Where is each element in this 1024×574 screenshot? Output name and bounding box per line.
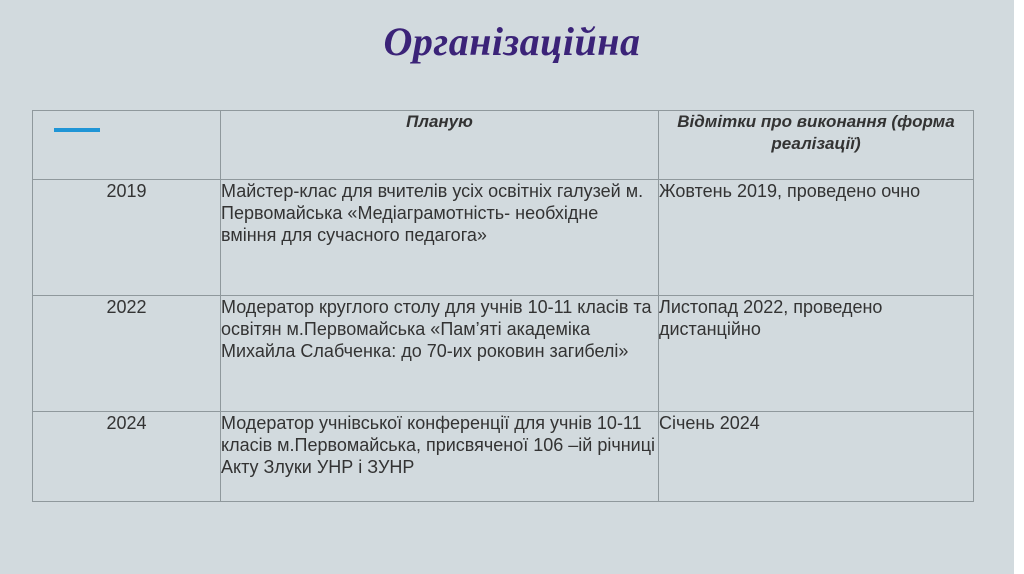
table-row: [33, 296, 974, 412]
header-mark: Відмітки про виконання (форма реалізації): [659, 111, 974, 180]
row-mark: Листопад 2022, проведено дистанційно: [659, 296, 974, 412]
row-plan: Майстер-клас для вчителів усіх освітніх галузей м. Первомайська «Медіаграмотність- необхідне вміння для сучасного педагога»: [221, 180, 659, 296]
row-plan: Модератор круглого столу для учнів 10-11 класів та освітян м.Первомайська «Пам’яті академіка Михайла Слабченка: до 70-их роковин загибелі»: [221, 296, 659, 412]
row-year: 2022: [33, 296, 221, 412]
table-row: [33, 412, 974, 502]
row-mark: Січень 2024: [659, 412, 974, 502]
table-header-row: [33, 111, 974, 180]
row-plan: Модератор учнівської конференції для учнів 10-11 класів м.Первомайська, присвяченої 106 –ій річниці Акту Злуки УНР і ЗУНР: [221, 412, 659, 502]
row-mark: Жовтень 2019, проведено очно: [659, 180, 974, 296]
row-year: 2024: [33, 412, 221, 502]
row-year: 2019: [33, 180, 221, 296]
plan-table: [32, 110, 974, 502]
header-year-cell: [33, 111, 221, 180]
slide-title: Організаційна: [383, 19, 641, 64]
accent-dash: [54, 128, 100, 132]
slide-edge: [1014, 0, 1024, 574]
table-row: [33, 180, 974, 296]
header-plan: Планую: [221, 111, 659, 180]
